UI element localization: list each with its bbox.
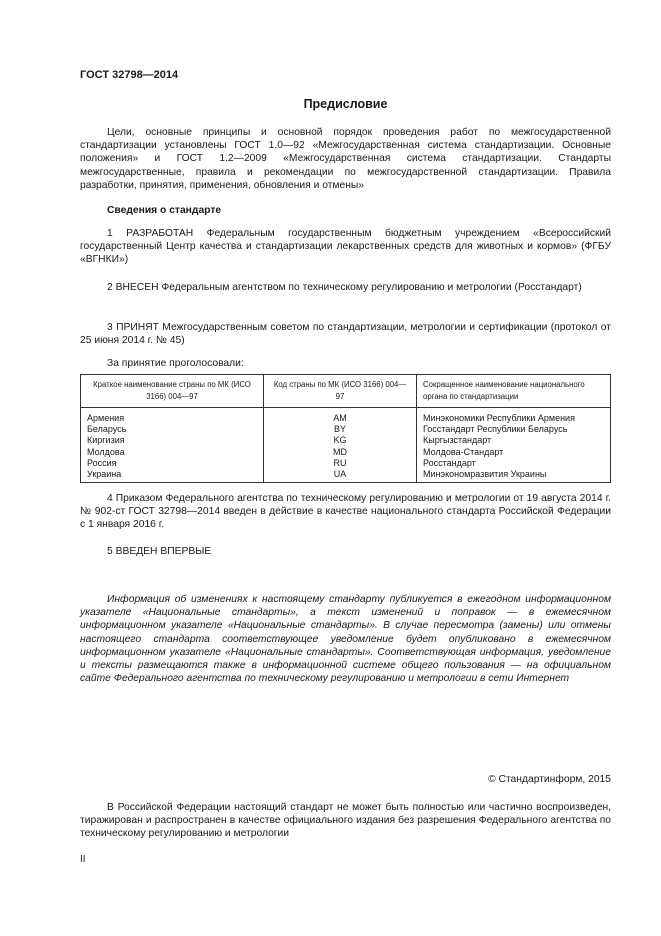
cell-country: Армения [81,408,264,425]
cell-country: Украина [81,469,264,483]
cell-country: Молдова [81,447,264,458]
voting-table [80,374,611,483]
header-country: Краткое наименование страны по МК (ИСО 3166) 004—97 [81,375,264,408]
table-row [81,458,611,469]
cell-country: Россия [81,458,264,469]
table-row [81,447,611,458]
item-5-paragraph: 5 ВВЕДЕН ВПЕРВЫЕ [107,546,212,557]
cell-org: Минэкономики Республики Армения [417,408,611,425]
cell-org: Госстандарт Республики Беларусь [417,424,611,435]
copyright: © Стандартинформ, 2015 [488,774,611,785]
page-title: Предисловие [303,97,388,111]
intro-paragraph: Цели, основные принципы и основной порядок проведения работ по межгосударственной стандартизации установлены ГОСТ 1.0—92 «Межгосударственная система стандартизации. Основные положения» и ГОСТ 1.2—2009 «Межгосударственная система стандартизации. Стандарты межгосударственные, правила и рекомендации по межгосударственной стандартизации. Правила разработки, принятия, применения, обновления и отмены» [80,127,611,191]
header-org: Сокращенное наименование национального органа по стандартизации [417,375,611,408]
cell-code: BY [264,424,417,435]
table-row [81,435,611,446]
vote-intro: За принятие проголосовали: [107,358,244,369]
info-notice: Информация об изменениях к настоящему стандарту публикуется в ежегодном информационном указателе «Национальные стандарты», а текст изменений и поправок — в ежемесячном информационном указателе «Национальные стандарты». В случае пересмотра (замены) или отмены настоящего стандарта соответствующее уведомление будет опубликовано в ежемесячном информационном указателе «Национальные стандарты». Соответствующая информация, уведомление и тексты размещаются также в информационной системе общего пользования — на официальном сайте Федерального агентства по техническому регулированию и метрологии в сети Интернет [80,594,611,685]
table-row [81,408,611,425]
cell-code: RU [264,458,417,469]
legal-notice: В Российской Федерации настоящий стандарт не может быть полностью или частично воспроизведен, тиражирован и распространен в качестве официального издания без разрешения Федерального агентства по техническому регулированию и метрологии [80,802,611,840]
cell-code: UA [264,469,417,483]
item-2-paragraph: 2 ВНЕСЕН Федеральным агентством по техническому регулированию и метрологии (Росстандарт) [107,282,582,293]
cell-org: Молдова-Стандарт [417,447,611,458]
table-header-row [81,375,611,408]
cell-org: Кыргызстандарт [417,435,611,446]
table-row [81,469,611,483]
cell-country: Беларусь [81,424,264,435]
section-heading: Сведения о стандарте [107,205,222,216]
cell-org: Минэкономразвития Украины [417,469,611,483]
cell-code: AM [264,408,417,425]
page-number: II [80,854,86,865]
cell-country: Киргизия [81,435,264,446]
header-code: Код страны по МК (ИСО 3166) 004—97 [264,375,417,408]
item-1-paragraph: 1 РАЗРАБОТАН Федеральным государственным бюджетным учреждением «Всероссийский государственный Центр качества и стандартизации лекарственных средств для животных и кормов» (ФГБУ «ВГНКИ») [80,228,611,266]
document-code: ГОСТ 32798—2014 [80,69,179,81]
cell-org: Росстандарт [417,458,611,469]
item-3-paragraph: 3 ПРИНЯТ Межгосударственным советом по стандартизации, метрологии и сертификации (протокол от 25 июня 2014 г. № 45) [80,322,611,347]
cell-code: KG [264,435,417,446]
item-4-paragraph: 4 Приказом Федерального агентства по техническому регулированию и метрологии от 19 августа 2014 г. № 902-ст ГОСТ 32798—2014 введен в действие в качестве национального стандарта Российской Федерации с 1 января 2016 г. [80,493,611,531]
table-row [81,424,611,435]
cell-code: MD [264,447,417,458]
